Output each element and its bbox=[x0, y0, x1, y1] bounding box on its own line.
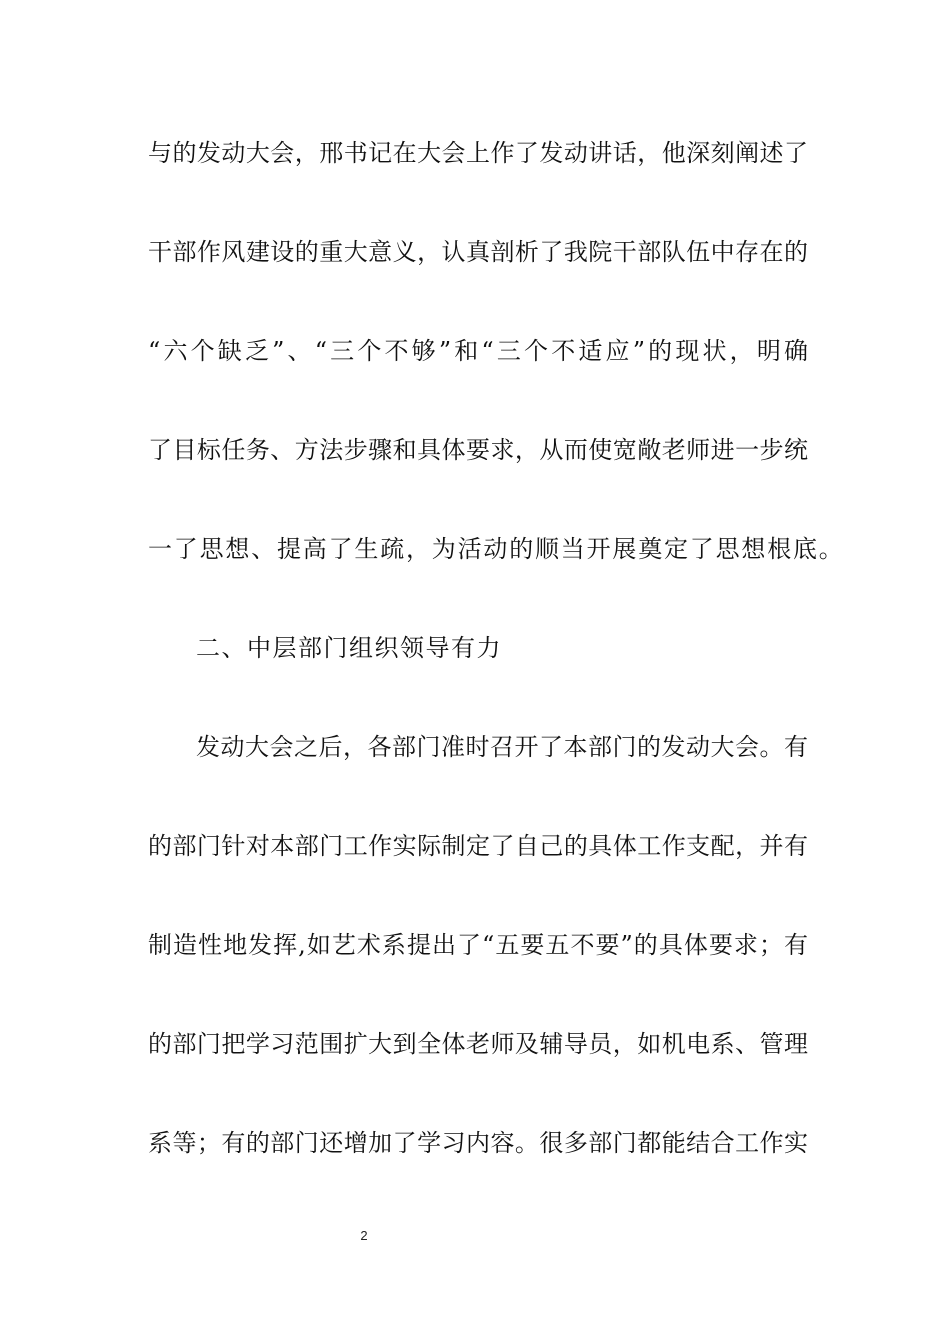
body-text-line: 制造性地发挥,如艺术系提出了“五要五不要”的具体要求；有 bbox=[148, 931, 808, 959]
body-text-line: 干部作风建设的重大意义，认真剖析了我院干部队伍中存在的 bbox=[148, 238, 808, 266]
body-text-line: 的部门把学习范围扩大到全体老师及辅导员，如机电系、管理 bbox=[148, 1030, 808, 1058]
body-text-line: 系等；有的部门还增加了学习内容。很多部门都能结合工作实 bbox=[148, 1129, 808, 1157]
body-text-line: 与的发动大会，邢书记在大会上作了发动讲话，他深刻阐述了 bbox=[148, 139, 808, 167]
paragraph-first-line: 发动大会之后，各部门准时召开了本部门的发动大会。有 bbox=[196, 733, 808, 761]
section-heading: 二、中层部门组织领导有力 bbox=[196, 634, 502, 662]
body-text-line: 了目标任务、方法步骤和具体要求，从而使宽敞老师进一步统 bbox=[148, 436, 808, 464]
page-number: 2 bbox=[360, 1228, 368, 1243]
body-text-line: 的部门针对本部门工作实际制定了自己的具体工作支配，并有 bbox=[148, 832, 808, 860]
body-text-line: “六个缺乏”、“三个不够”和“三个不适应”的现状，明确 bbox=[148, 337, 808, 365]
body-text-line: 一了思想、提高了生疏，为活动的顺当开展奠定了思想根底。 bbox=[148, 535, 845, 563]
